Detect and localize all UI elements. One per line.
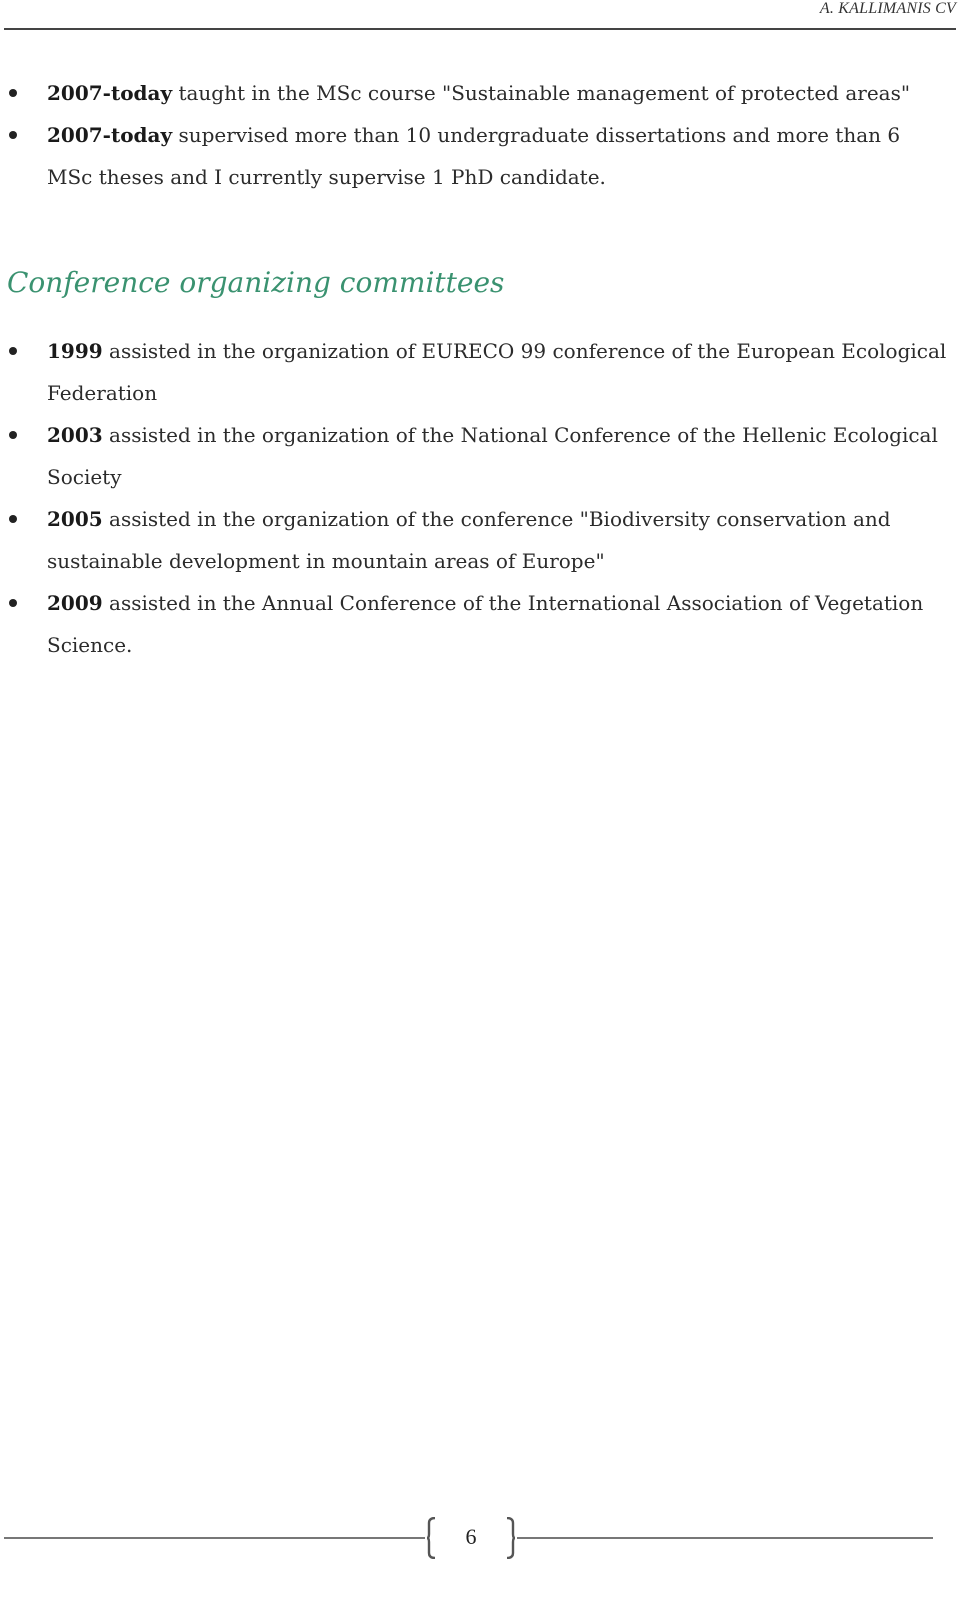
bullet-icon <box>9 599 17 607</box>
item-year: 2005 <box>47 507 103 531</box>
page-number: 6 <box>465 1524 477 1549</box>
item-text: taught in the MSc course "Sustainable management of protected areas" <box>172 81 911 105</box>
section-heading: Conference organizing committees <box>7 266 505 299</box>
bullet-icon <box>9 131 17 139</box>
footer-rule-right <box>517 1537 933 1539</box>
left-brace-icon <box>426 1517 436 1559</box>
committees-list <box>0 330 950 666</box>
bullet-icon <box>9 89 17 97</box>
header-rule <box>4 28 956 30</box>
item-year: 1999 <box>47 339 103 363</box>
item-text: assisted in the organization of the National Conference of the Hellenic Ecological Society <box>47 423 938 489</box>
running-header: A. KALLIMANIS CV <box>819 0 956 17</box>
item-year: 2007-today <box>47 81 173 105</box>
list-item <box>0 114 950 198</box>
item-text: assisted in the Annual Conference of the International Association of Vegetation Science. <box>47 591 924 657</box>
item-year: 2007-today <box>47 123 173 147</box>
footer-rule-left <box>4 1537 425 1539</box>
list-item <box>0 330 950 414</box>
right-brace-icon <box>506 1517 516 1559</box>
item-year: 2003 <box>47 423 103 447</box>
bullet-icon <box>9 431 17 439</box>
list-item <box>0 72 950 114</box>
item-text: assisted in the organization of EURECO 99 conference of the European Ecological Federation <box>47 339 947 405</box>
list-item <box>0 414 950 498</box>
bullet-icon <box>9 515 17 523</box>
item-year: 2009 <box>47 591 103 615</box>
item-text: assisted in the organization of the conference "Biodiversity conservation and sustainable development in mountain areas of Europe" <box>47 507 891 573</box>
teaching-list <box>0 72 950 198</box>
list-item <box>0 498 950 582</box>
bullet-icon <box>9 347 17 355</box>
item-text: supervised more than 10 undergraduate dissertations and more than 6 MSc theses and I currently supervise 1 PhD candidate. <box>47 123 901 189</box>
list-item <box>0 582 950 666</box>
